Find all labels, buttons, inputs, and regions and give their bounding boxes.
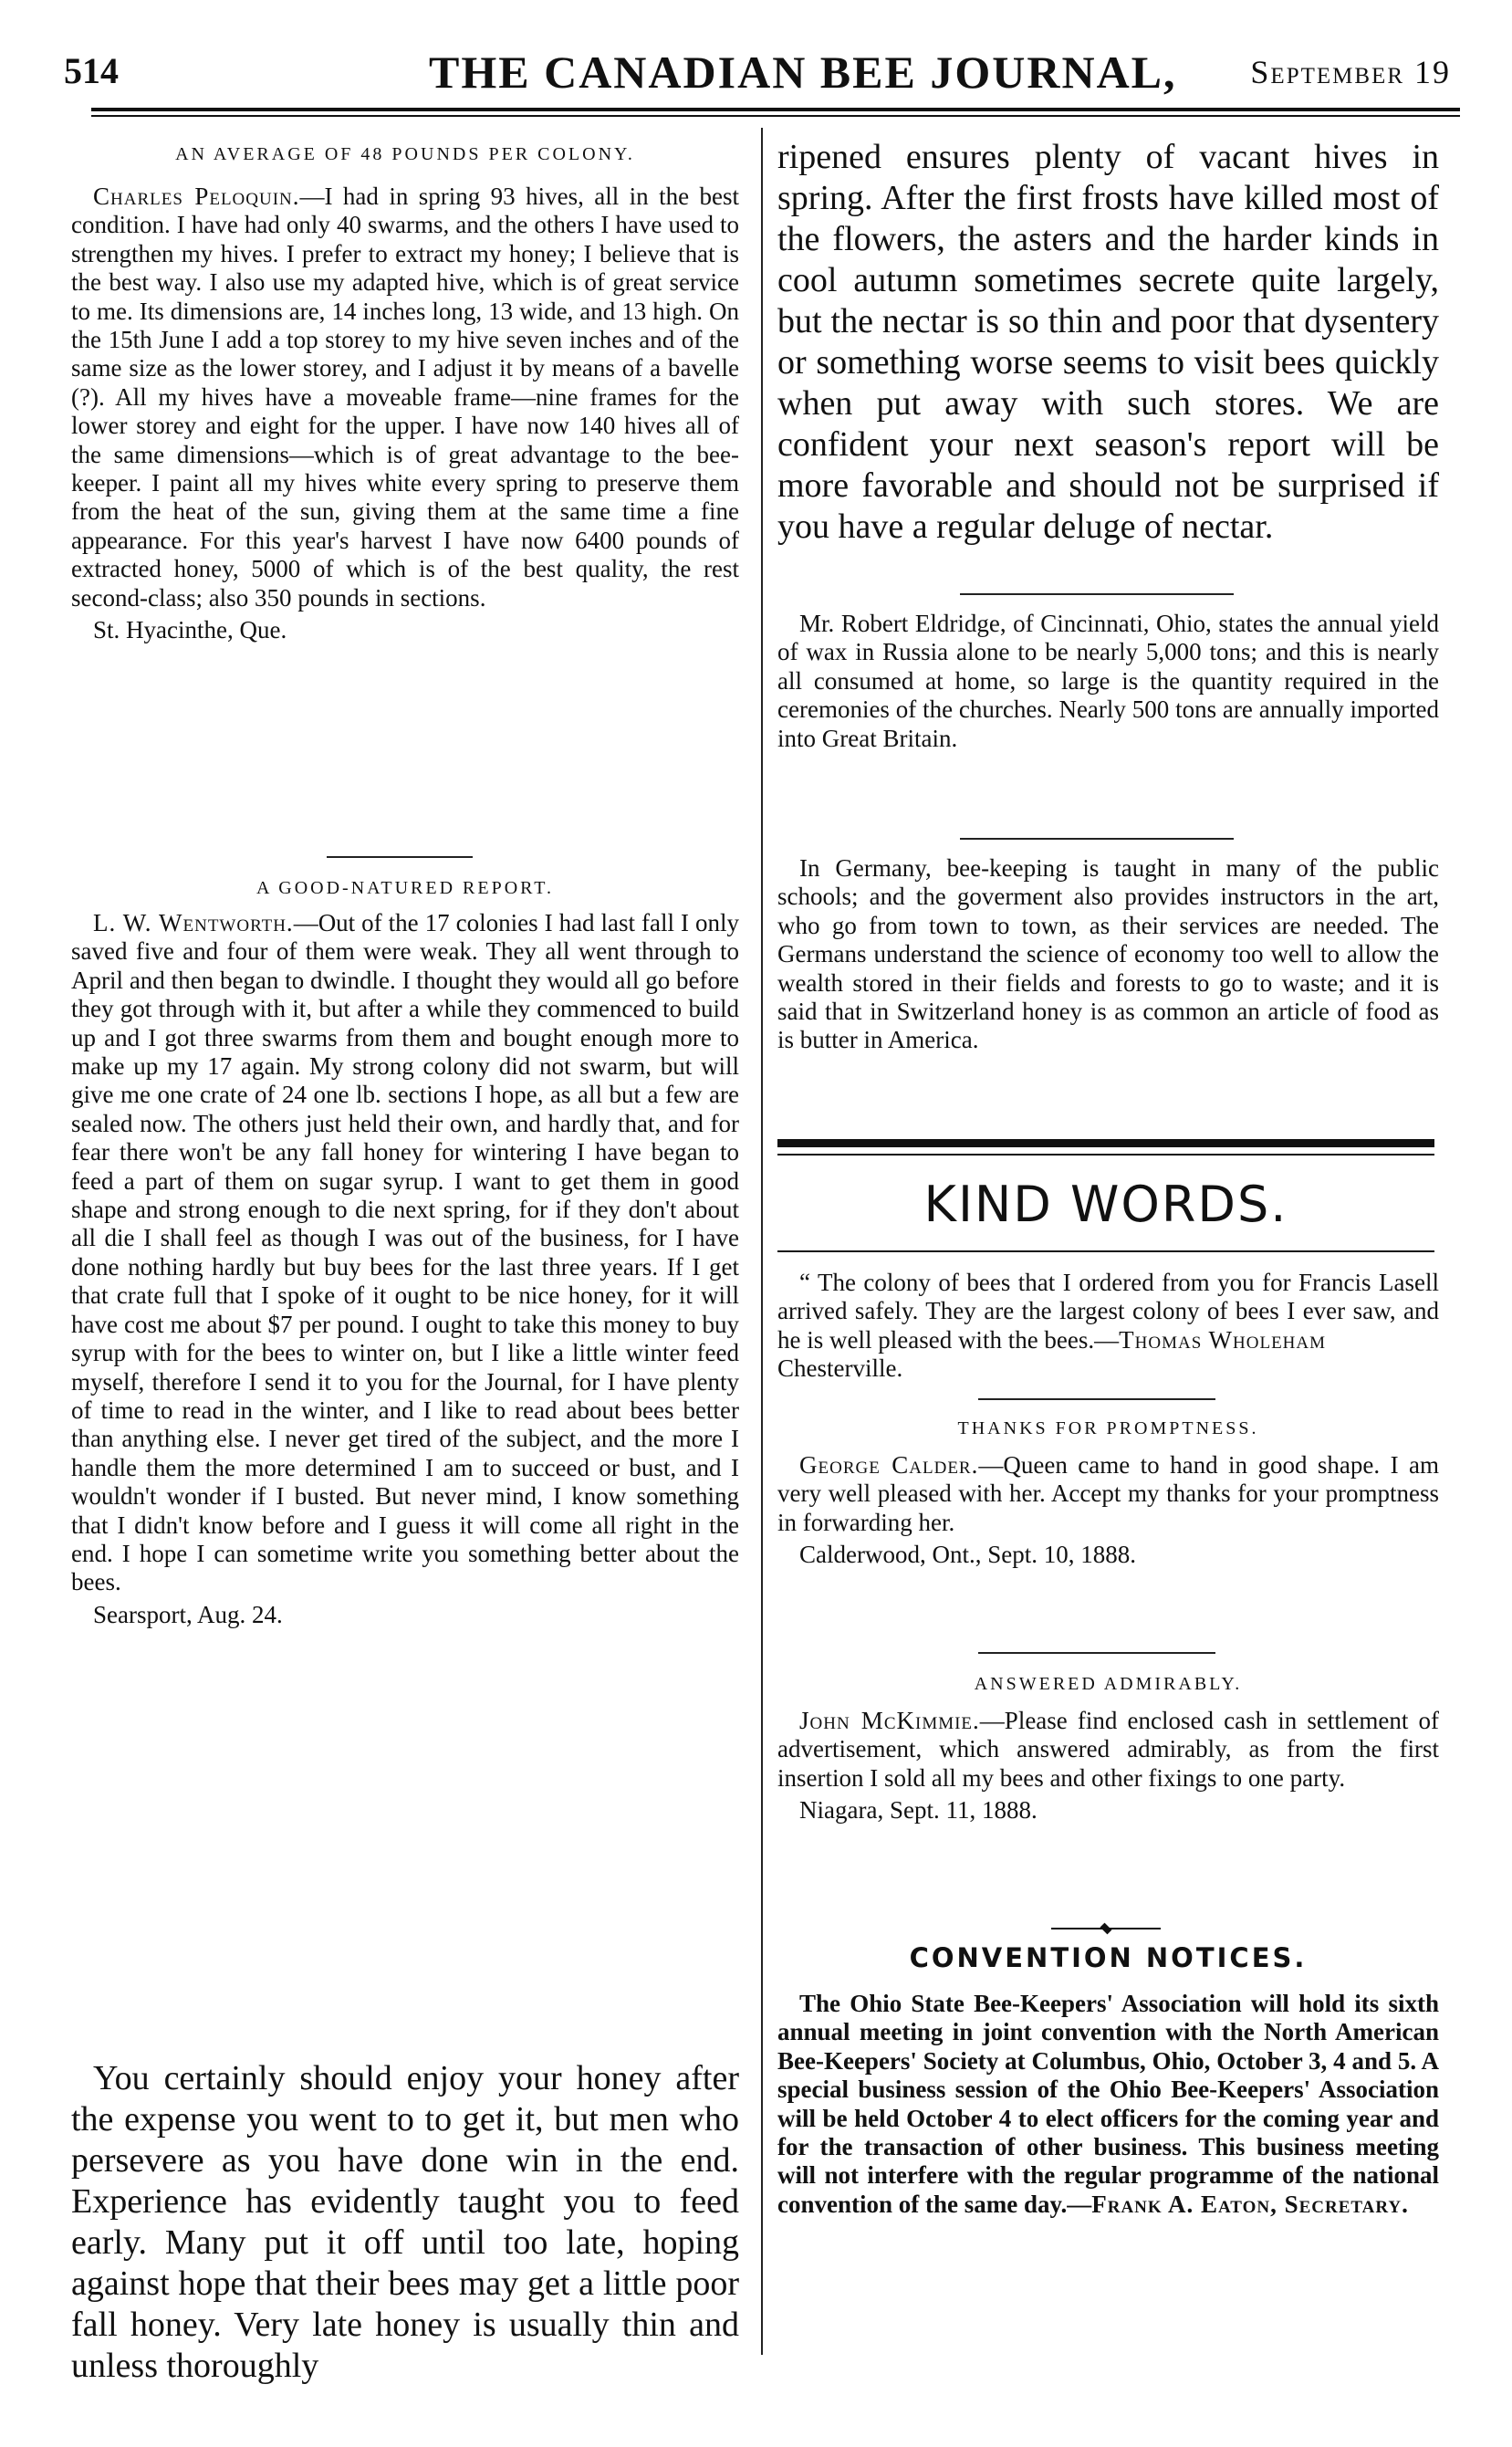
- divider: [960, 593, 1234, 595]
- correspondent-name: George Calder.: [799, 1451, 979, 1479]
- letter-peloquin: [71, 183, 739, 645]
- divider: [327, 856, 473, 858]
- kind-words-letter-3: [777, 1707, 1439, 1825]
- divider: [960, 838, 1234, 840]
- letter-wentworth: [71, 909, 739, 1629]
- header-rule: [91, 108, 1460, 111]
- letter-signature: Thomas Wholeham: [1119, 1325, 1327, 1354]
- editor-reply: [71, 2058, 739, 2387]
- section-heading-average: AN AVERAGE OF 48 POUNDS PER COLONY.: [175, 144, 635, 164]
- section-heading-promptness: THANKS FOR PROMPTNESS.: [957, 1418, 1259, 1438]
- page-number: 514: [64, 50, 119, 91]
- divider: [978, 1398, 1215, 1400]
- section-heading-admirably: ANSWERED ADMIRABLY.: [974, 1674, 1243, 1694]
- editor-reply-continued-text: ripened ensures plenty of vacant hives in spring. After the first frosts have killed most of the flowers, the asters and the harder kinds in cool autumn sometimes secrete quite largely, but the nectar is so thin and poor that dysentery or something worse seems to visit bees quickly when put away with such stores. We are confident your next season's report will be more favorable and should not be surprised if you have a regular deluge of nectar.: [777, 138, 1439, 546]
- correspondent-name: Charles Peloquin.: [93, 183, 300, 210]
- wax-note: [777, 610, 1439, 753]
- letter-text: “ The colony of bees that I ordered from you for Francis Lasell arrived safely. They are the largest colony of bees I ever saw, and he is well pleased with the bees.—: [777, 1269, 1439, 1354]
- notice-text: The Ohio State Bee-Keepers' Association will hold its sixth annual meeting in joint convention with the North American Bee-Keepers' Society at Columbus, Ohio, October 3, 4 and 5. A special business session of the Ohio Bee-Keepers' Association will be held October 4 to elect officers for the coming year and for the transaction of other business. This business meeting will not interfere with the regular programme of the national convention of the same day.—: [777, 1990, 1439, 2218]
- wax-note-text: Mr. Robert Eldridge, of Cincinnati, Ohio, states the annual yield of wax in Russia alone to be nearly 5,000 tons; and this is nearly all consumed at home, so large is the quantity required in the ceremonies of the churches. Nearly 500 tons are annually imported into Great Britain.: [777, 610, 1439, 752]
- divider: [978, 1652, 1215, 1654]
- letter-place: Searsport, Aug. 24.: [93, 1600, 283, 1628]
- journal-title: THE CANADIAN BEE JOURNAL,: [429, 47, 1177, 98]
- kind-words-rule-thin: [777, 1154, 1434, 1156]
- kind-words-title: KIND WORDS.: [923, 1176, 1288, 1233]
- kind-words-rule-bottom: [777, 1250, 1434, 1252]
- editor-reply-continued: [777, 137, 1439, 548]
- letter-text: —I had in spring 93 hives, all in the best condition. I have had only 40 swarms, and the others I have used to strengthen my hives. I prefer to extract my honey; I believe that is the best way. I also use my adapted hive, which is of great service to me. Its dimensions are, 14 inches long, 13 wide, and 13 high. On the 15th June I add a top storey to my hive seven inches and of the same size as the lower storey, and I adjust it by means of a bavelle (?). All my hives have a moveable frame—nine frames for the lower storey and eight for the upper. I have now 140 hives all of the same dimensions—which is of great advantage to the bee-keeper. I paint all my hives white every spring to preserve them from the heat of the sun, giving them at the same time a fine appearance. For this year's harvest I have now 6400 pounds of extracted honey, 5000 of which is of the best quality, the rest second-class; also 350 pounds in sections.: [71, 183, 739, 612]
- issue-date: September 19: [1250, 54, 1451, 90]
- column-divider: [761, 128, 763, 2355]
- germany-note-text: In Germany, bee-keeping is taught in many of the public schools; and the goverment also provides instructors in the art, who go from town to town, as their services are needed. The Germans understand the science of economy too well to allow the wealth stored in their fields and forests to go to waste; and it is said that in Switzerland honey is as common an article of food as is butter in America.: [777, 854, 1439, 1054]
- kind-words-rule: [777, 1139, 1434, 1147]
- kind-words-letter-2: [777, 1451, 1439, 1570]
- letter-text: —Please find enclosed cash in settlement of advertisement, which answered admirably, as from the first insertion I sold all my bees and other fixings to one party.: [777, 1707, 1439, 1792]
- ornament-divider: [1051, 1924, 1161, 1933]
- letter-text: —Out of the 17 colonies I had last fall I only saved five and four of them were weak. They all went through to April and then began to dwindle. I thought they would all go before they got through with it, but after a while they commenced to build up and I got three swarms from them and bought enough more to make up my 17 again. My strong colony did not swarm, but will give me one crate of 24 one lb. sections I hope, as all but a few are sealed now. The others just held their own, and hardly that, and for fear there won't be any fall honey for wintering I have began to feed a part of them on sugar syrup. I want to get them in good shape and strong enough to die next spring, for if they don't about all die I shall feel as though I was out of the business, for I have done nothing hardly but buy bees for the last three years. If I get that crate full that I spoke of it ought to be nice honey, for it will have cost me about $7 per pound. I ought to take this money to buy syrup with for the bees to winter on, but I like a little winter feed myself, therefore I send it to you for the Journal, for I have plenty of time to read in the winter, and I like to read about bees better than anything else. I never get tired of the subject, and the more I handle them the more determined I am to succeed or bust, and I wouldn't wonder if I busted. But never mind, I know something that I didn't know before and I guess it will come all right in the end. I hope I can sometime write you something better about the bees.: [71, 909, 739, 1596]
- letter-place: Niagara, Sept. 11, 1888.: [799, 1796, 1038, 1825]
- notice-signature: Frank A. Eaton, Secretary.: [1091, 2190, 1409, 2218]
- correspondent-name: John McKimmie.: [799, 1707, 980, 1734]
- letter-place: Calderwood, Ont., Sept. 10, 1888.: [799, 1541, 1136, 1569]
- page-header: [64, 46, 1451, 110]
- convention-notices-title: CONVENTION NOTICES.: [909, 1942, 1308, 1973]
- editor-reply-text: You certainly should enjoy your honey after the expense you went to to get it, but men who persevere as you have done win in the end. Experience has evidently taught you to feed early. Many put it off until too late, hoping against hope that their bees may get a little poor fall honey. Very late honey is usually thin and unless thoroughly: [71, 2059, 739, 2385]
- convention-notice: [777, 1990, 1439, 2219]
- header-rule-thin: [91, 115, 1460, 117]
- letter-place: St. Hyacinthe, Que.: [93, 616, 287, 644]
- section-heading-good-natured: A GOOD-NATURED REPORT.: [255, 878, 555, 898]
- letter-place: Chesterville.: [777, 1354, 903, 1383]
- germany-note: [777, 854, 1439, 1055]
- kind-words-letter-1: [777, 1269, 1439, 1384]
- letter-text: —Queen came to hand in good shape. I am very well pleased with her. Accept my thanks for your promptness in forwarding her.: [777, 1451, 1439, 1536]
- correspondent-name: L. W. Wentworth.: [93, 909, 294, 936]
